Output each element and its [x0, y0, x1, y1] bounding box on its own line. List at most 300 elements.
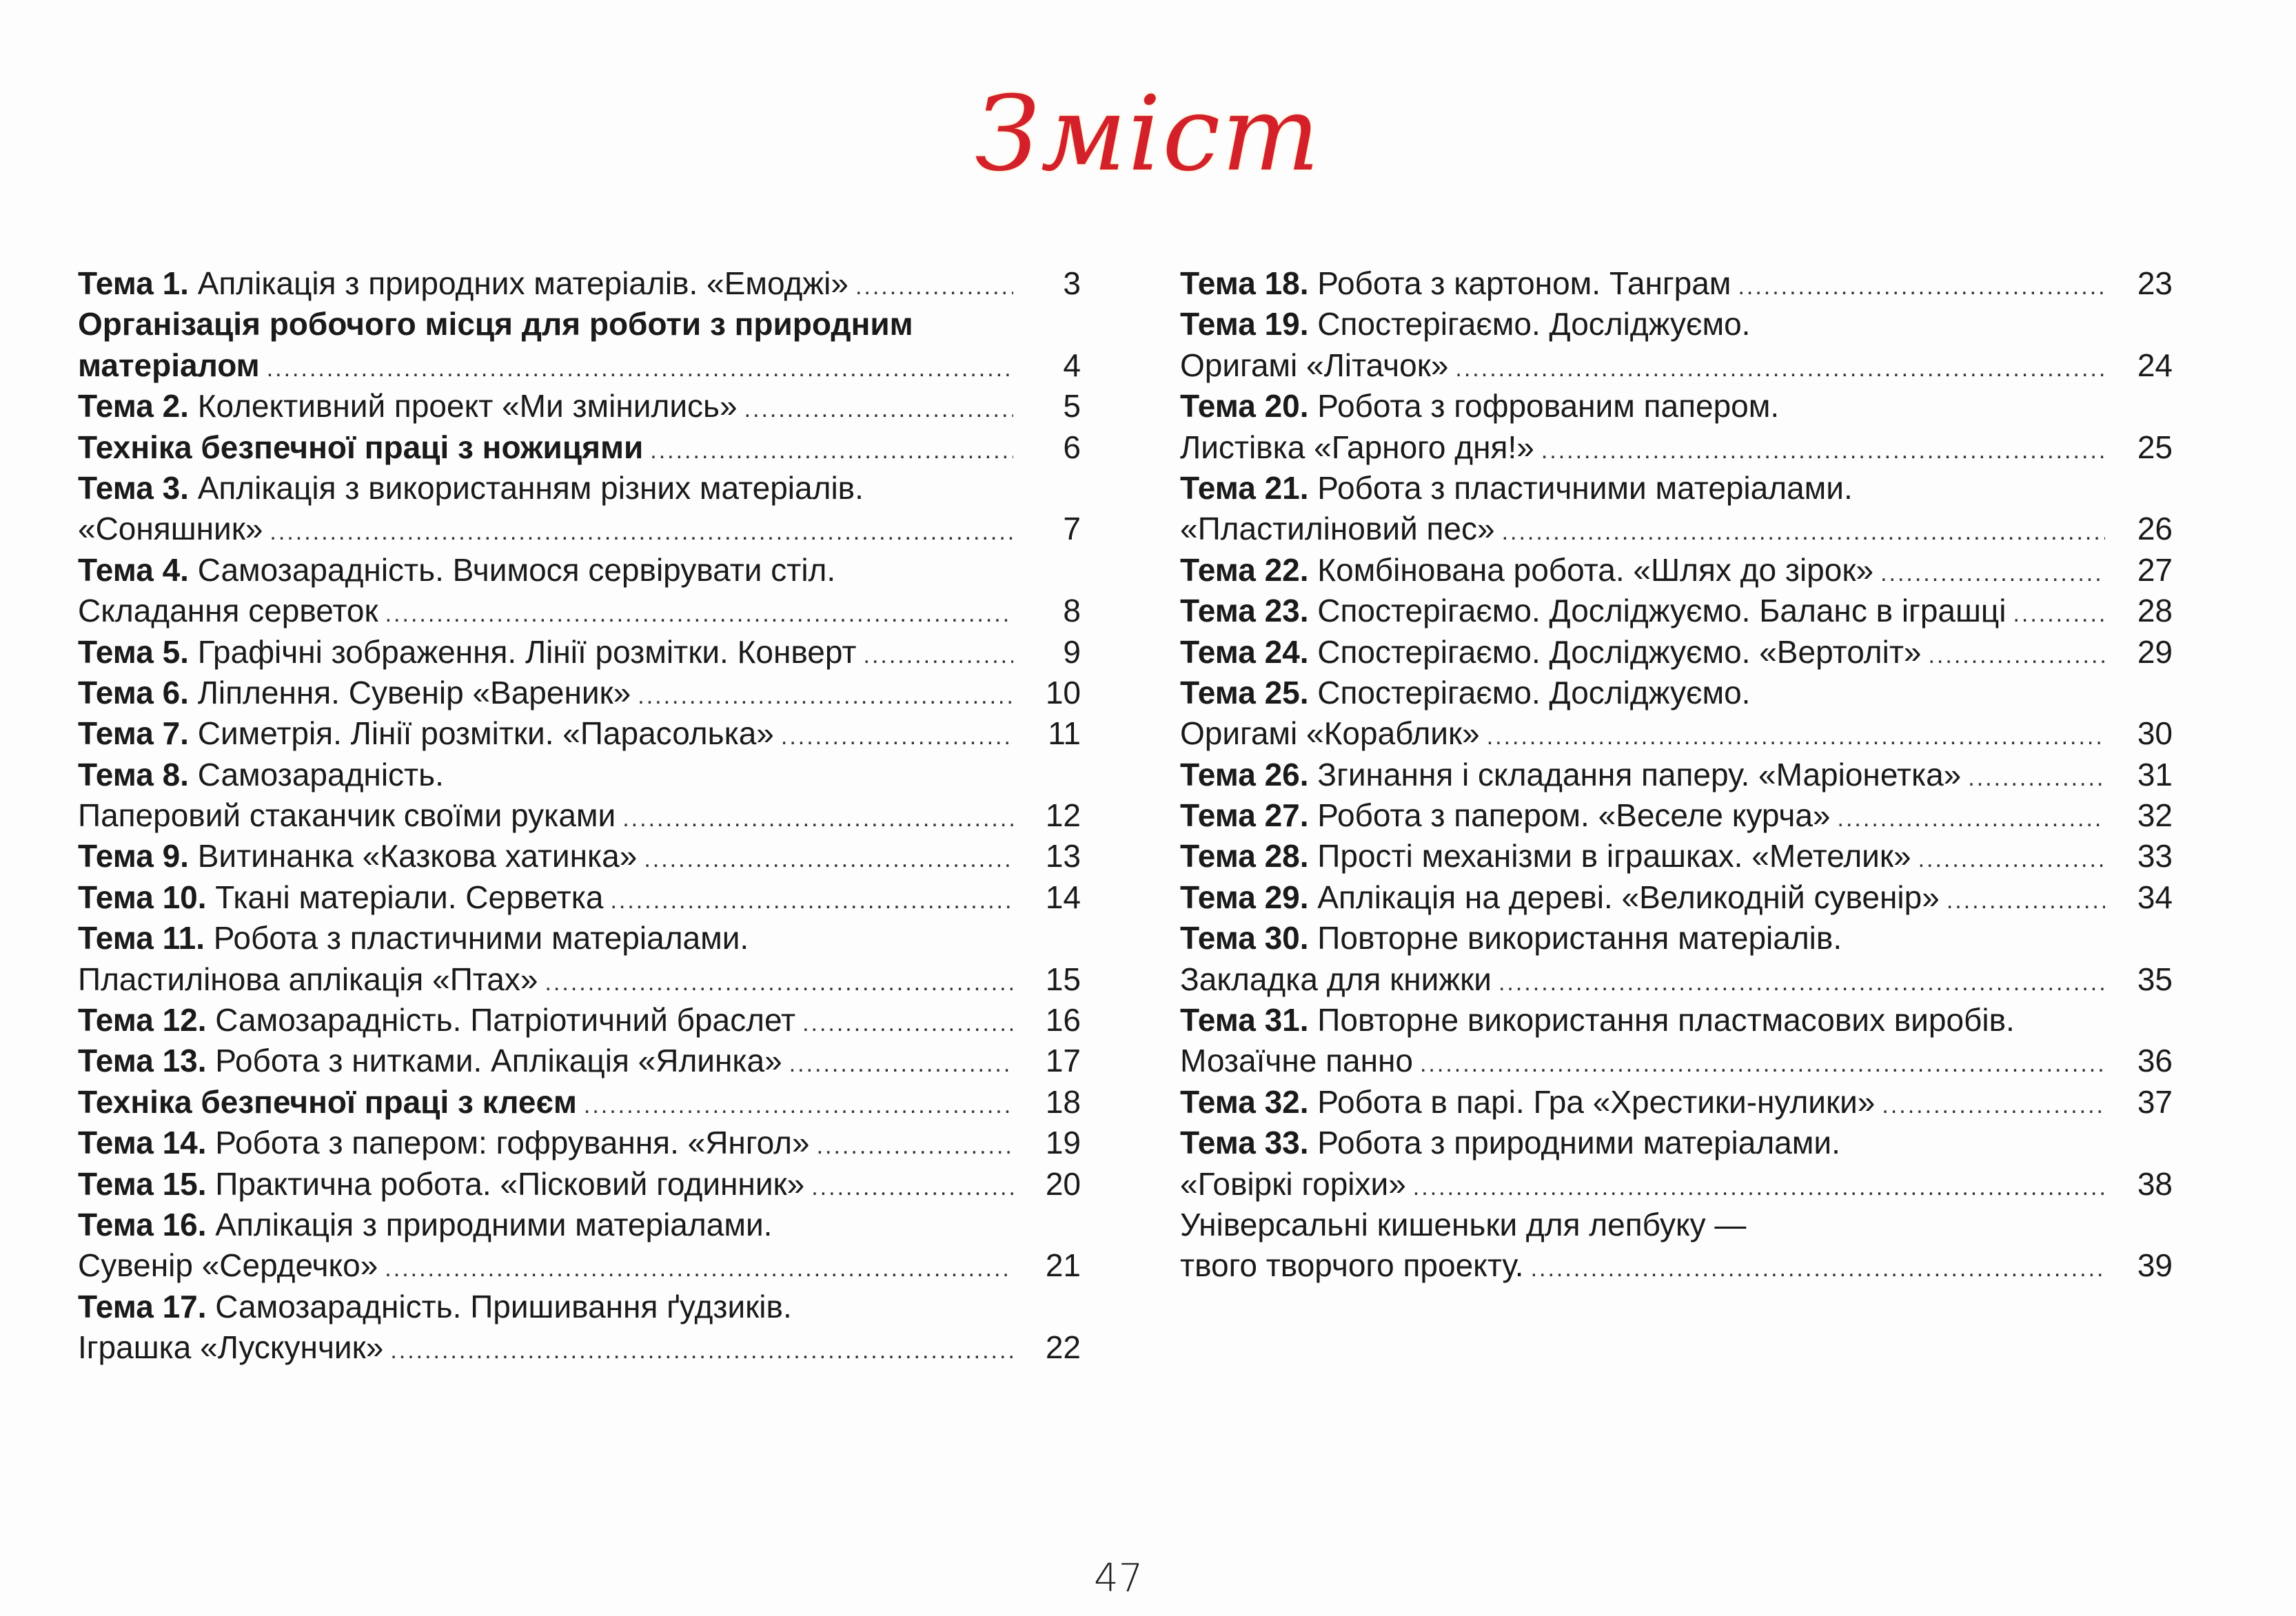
- toc-entry-text: Спостерігаємо. Досліджуємо. Баланс в іграшці: [1308, 593, 2007, 629]
- toc-line: [78, 1123, 1081, 1163]
- toc-entry-title: [78, 468, 864, 509]
- toc-entry-text: Аплікація з використанням різних матеріалів.: [188, 469, 864, 506]
- toc-page-number[interactable]: 36: [2137, 1043, 2173, 1079]
- toc-entry-label: Тема 27.: [1180, 797, 1309, 834]
- toc-entry-title: [78, 1287, 792, 1327]
- toc-entry-title: [78, 1327, 383, 1368]
- toc-entry-label: Тема 13.: [78, 1043, 207, 1079]
- toc-entry-label: Тема 23.: [1180, 593, 1309, 629]
- dot-leader: [864, 635, 1014, 676]
- toc-line: [1180, 1164, 2173, 1205]
- toc-line: [78, 755, 1081, 795]
- toc-entry-title: [1180, 304, 1750, 345]
- toc-page-number[interactable]: 20: [1045, 1165, 1081, 1202]
- toc-entry-title: [78, 877, 603, 918]
- dot-leader: [385, 594, 1013, 635]
- toc-entry-title: [78, 632, 857, 673]
- toc-line: [78, 836, 1081, 877]
- dot-leader: [1918, 839, 2105, 880]
- toc-entry-text: Самозарадність. Пришивання ґудзиків.: [206, 1288, 792, 1324]
- toc-line: [78, 632, 1081, 673]
- toc-page-number[interactable]: 24: [2137, 347, 2173, 383]
- toc-line: [78, 1041, 1081, 1081]
- toc-page-number[interactable]: 9: [1063, 633, 1081, 670]
- toc-page-number[interactable]: 21: [1045, 1247, 1081, 1284]
- toc-entry-title: [1180, 468, 1853, 509]
- dot-leader: [1499, 963, 2105, 1003]
- toc-entry[interactable]: [1180, 468, 2173, 550]
- toc-entry-text: Спостерігаємо. Досліджуємо. «Вертоліт»: [1308, 633, 1922, 670]
- dot-leader: [802, 1003, 1013, 1044]
- toc-line: [1180, 673, 2173, 713]
- toc-entry-text: Симетрія. Лінії розмітки. «Парасолька»: [188, 715, 774, 752]
- toc-entry[interactable]: [78, 1123, 1081, 1163]
- page-title: Зміст: [975, 74, 1321, 194]
- dot-leader: [1531, 1249, 2105, 1289]
- toc-page-number[interactable]: 14: [1045, 879, 1081, 915]
- toc-entry-title: [1180, 1123, 1840, 1163]
- toc-entry-title: [1180, 1245, 1524, 1286]
- dot-leader: [1738, 267, 2105, 307]
- toc-entry-text: Практична робота. «Пісковий годинник»: [206, 1165, 805, 1202]
- toc-entry-label: Тема 31.: [1180, 1002, 1309, 1039]
- toc-page-number[interactable]: 17: [1045, 1043, 1081, 1079]
- toc-line: [78, 713, 1081, 754]
- toc-line: [1180, 550, 2173, 591]
- toc-entry-text: Аплікація з природних матеріалів. «Емоджі»: [188, 265, 849, 301]
- toc-line: [78, 1205, 1081, 1245]
- toc-page-number[interactable]: 30: [2137, 715, 2173, 752]
- toc-entry-title: [78, 550, 835, 591]
- toc-entry-label: Тема 15.: [78, 1165, 207, 1202]
- toc-entry-text: «Говіркі горіхи»: [1180, 1165, 1406, 1202]
- dot-leader: [1882, 1085, 2105, 1126]
- toc-line: [1180, 836, 2173, 877]
- toc-entry-text: Повторне використання матеріалів.: [1308, 920, 1842, 957]
- dot-leader: [2013, 594, 2105, 635]
- toc-entry-title: [1180, 755, 1961, 795]
- toc-page-number[interactable]: 35: [2137, 961, 2173, 997]
- toc-entry-text: твого творчого проекту.: [1180, 1247, 1524, 1284]
- toc-entry-text: «Соняшник»: [78, 511, 263, 547]
- toc-line: [1180, 1205, 2173, 1245]
- toc-entry-title: [78, 918, 749, 959]
- toc-entry[interactable]: [78, 632, 1081, 673]
- toc-entry-text: Робота з папером. «Веселе курча»: [1308, 797, 1831, 834]
- dot-leader: [610, 881, 1013, 921]
- toc-line: [1180, 795, 2173, 836]
- toc-entry-text: Повторне використання пластмасових виробів.: [1308, 1002, 2015, 1039]
- toc-entry-label: матеріалом: [78, 347, 260, 383]
- dot-leader: [1502, 512, 2105, 553]
- toc-entry-title: [78, 959, 538, 1000]
- toc-entry[interactable]: [1180, 877, 2173, 918]
- dot-leader: [622, 799, 1013, 839]
- toc-entry-label: Тема 19.: [1180, 306, 1309, 342]
- dot-leader: [811, 1167, 1013, 1208]
- toc-line: [1180, 713, 2173, 754]
- toc-entry-title: [1180, 509, 1495, 549]
- toc-entry[interactable]: [78, 468, 1081, 550]
- toc-page-number[interactable]: 34: [2137, 879, 2173, 915]
- toc-entry-label: Техніка безпечної праці з клеєм: [78, 1083, 577, 1120]
- toc-entry-text: Ліплення. Сувенір «Вареник»: [188, 674, 631, 710]
- toc-line: [78, 509, 1081, 549]
- toc-entry-title: [78, 713, 774, 754]
- toc-line: [1180, 755, 2173, 795]
- dot-leader: [584, 1085, 1013, 1126]
- toc-right-column: [1180, 263, 2173, 1287]
- toc-entry[interactable]: [78, 836, 1081, 877]
- toc-entry-title: [1180, 959, 1492, 1000]
- toc-line: [1180, 1245, 2173, 1286]
- toc-page-number[interactable]: 6: [1063, 429, 1081, 465]
- toc-entry-text: Листівка «Гарного дня!»: [1180, 429, 1534, 465]
- toc-line: [1180, 304, 2173, 345]
- toc-entry-title: [78, 836, 637, 877]
- toc-line: [1180, 959, 2173, 1000]
- dot-leader: [817, 1126, 1013, 1167]
- toc-entry-label: Тема 24.: [1180, 633, 1309, 670]
- toc-line: [78, 1000, 1081, 1041]
- toc-entry-title: [78, 755, 444, 795]
- toc-entry-text: Комбінована робота. «Шлях до зірок»: [1308, 551, 1874, 588]
- toc-entry-title: [1180, 591, 2006, 631]
- toc-entry[interactable]: [1180, 1205, 2173, 1287]
- toc-line: [1180, 345, 2173, 386]
- toc-line: [1180, 427, 2173, 468]
- toc-entry-title: [1180, 1082, 1875, 1123]
- dot-leader: [1413, 1167, 2105, 1208]
- toc-entry-label: Тема 10.: [78, 879, 207, 915]
- toc-entry[interactable]: [78, 1082, 1081, 1123]
- dot-leader: [1487, 717, 2105, 757]
- toc-entry-text: Складання серветок: [78, 593, 378, 629]
- toc-entry-label: Тема 8.: [78, 756, 189, 792]
- toc-entry-title: [78, 509, 263, 549]
- dot-leader: [390, 1331, 1013, 1371]
- toc-line: [78, 468, 1081, 509]
- toc-line: [78, 263, 1081, 304]
- dot-leader: [650, 431, 1013, 471]
- toc-entry-title: [78, 427, 643, 468]
- toc-page-number[interactable]: 18: [1045, 1083, 1081, 1120]
- toc-entry-label: Тема 29.: [1180, 879, 1309, 915]
- toc-entry-text: Пластилінова аплікація «Птах»: [78, 961, 538, 997]
- toc-line: [1180, 918, 2173, 959]
- toc-page-number[interactable]: 29: [2137, 633, 2173, 670]
- toc-entry-label: Тема 21.: [1180, 469, 1309, 506]
- toc-page-number[interactable]: 23: [2137, 265, 2173, 301]
- toc-entry-label: Тема 32.: [1180, 1083, 1309, 1120]
- toc-entry-title: [1180, 673, 1750, 713]
- toc-entry-text: Робота з нитками. Аплікація «Ялинка»: [206, 1043, 782, 1079]
- toc-entry-text: Робота в парі. Гра «Хрестики-нулики»: [1308, 1083, 1876, 1120]
- toc-entry-text: Самозарадність. Патріотичний браслет: [206, 1002, 796, 1039]
- toc-line: [78, 1082, 1081, 1123]
- toc-entry[interactable]: [78, 673, 1081, 713]
- toc-entry[interactable]: [78, 877, 1081, 918]
- toc-entry-title: [78, 1205, 772, 1245]
- toc-page-number[interactable]: 19: [1045, 1125, 1081, 1161]
- toc-entry-label: Тема 16.: [78, 1206, 207, 1242]
- toc-entry-title: [1180, 427, 1534, 468]
- toc-page-number[interactable]: 5: [1063, 388, 1081, 425]
- toc-entry-label: Тема 7.: [78, 715, 189, 752]
- toc-entry[interactable]: [1180, 1123, 2173, 1205]
- toc-entry-title: [78, 591, 378, 631]
- toc-entry-text: Робота з природними матеріалами.: [1308, 1125, 1840, 1161]
- toc-entry-text: Прості механізми в іграшках. «Метелик»: [1308, 838, 1911, 875]
- toc-page-number[interactable]: 13: [1045, 838, 1081, 875]
- toc-line: [1180, 1000, 2173, 1041]
- toc-entry[interactable]: [1180, 386, 2173, 468]
- toc-entry-label: Тема 3.: [78, 469, 189, 506]
- toc-entry-title: [78, 1123, 810, 1163]
- toc-entry-text: Згинання і складання паперу. «Маріонетка»: [1308, 756, 1962, 792]
- toc-entry-label: Тема 33.: [1180, 1125, 1309, 1161]
- toc-entry[interactable]: [1180, 1082, 2173, 1123]
- toc-entry-title: [1180, 918, 1842, 959]
- dot-leader: [1947, 881, 2105, 921]
- toc-line: [78, 386, 1081, 427]
- toc-page-number[interactable]: 7: [1063, 511, 1081, 547]
- toc-line: [78, 1164, 1081, 1205]
- toc-entry[interactable]: [1180, 918, 2173, 1000]
- toc-entry-text: Сувенір «Сердечко»: [78, 1247, 378, 1284]
- toc-entry-title: [78, 1245, 378, 1286]
- toc-entry-text: Аплікація з природними матеріалами.: [206, 1206, 773, 1242]
- dot-leader: [855, 267, 1013, 307]
- toc-page-number[interactable]: 12: [1045, 797, 1081, 834]
- toc-entry-label: Тема 25.: [1180, 674, 1309, 710]
- toc-entry[interactable]: [78, 755, 1081, 837]
- toc-entry[interactable]: [1180, 795, 2173, 836]
- toc-entry-title: [1180, 713, 1480, 754]
- toc-entry[interactable]: [1180, 263, 2173, 304]
- dot-leader: [270, 512, 1013, 553]
- toc-entry-text: Витинанка «Казкова хатинка»: [188, 838, 638, 875]
- toc-page-number[interactable]: 16: [1045, 1002, 1081, 1039]
- toc-entry-text: Спостерігаємо. Досліджуємо.: [1308, 674, 1751, 710]
- toc-line: [78, 918, 1081, 959]
- toc-entry-text: Робота з папером: гофрування. «Янгол»: [206, 1125, 810, 1161]
- toc-entry-text: Іграшка «Лускунчик»: [78, 1329, 384, 1366]
- dot-leader: [1420, 1044, 2105, 1085]
- toc-entry-label: Тема 9.: [78, 838, 189, 875]
- toc-entry-text: Оригамі «Кораблик»: [1180, 715, 1480, 752]
- dot-leader: [744, 389, 1013, 430]
- toc-page-number[interactable]: 28: [2137, 593, 2173, 629]
- toc-entry-title: [1180, 632, 1921, 673]
- page-number: 47: [1094, 1556, 1144, 1601]
- toc-entry-text: «Пластиліновий пес»: [1180, 511, 1495, 547]
- toc-page-number[interactable]: 26: [2137, 511, 2173, 547]
- toc-entry[interactable]: [78, 386, 1081, 427]
- toc-line: [78, 427, 1081, 468]
- toc-entry-label: Тема 28.: [1180, 838, 1309, 875]
- toc-entry-text: Самозарадність.: [188, 756, 444, 792]
- toc-entry-label: Організація робочого місця для роботи з природним: [78, 306, 913, 342]
- toc-entry-label: Тема 4.: [78, 551, 189, 588]
- toc-entry-label: Тема 2.: [78, 388, 189, 425]
- toc-line: [78, 795, 1081, 836]
- toc-entry[interactable]: [1180, 632, 2173, 673]
- toc-entry-text: Універсальні кишеньки для лепбуку —: [1180, 1206, 1747, 1242]
- toc-entry-title: [78, 1000, 795, 1041]
- toc-entry-title: [1180, 836, 1911, 877]
- toc-entry-label: Тема 14.: [78, 1125, 207, 1161]
- toc-entry-title: [1180, 877, 1940, 918]
- toc-left-column: [78, 263, 1081, 1369]
- toc-entry-text: Робота з гофрованим папером.: [1308, 388, 1780, 425]
- toc-entry-title: [1180, 1000, 2015, 1041]
- toc-page-number[interactable]: 37: [2137, 1083, 2173, 1120]
- toc-line: [78, 304, 1081, 345]
- toc-line: [1180, 591, 2173, 631]
- toc-page-number[interactable]: 15: [1045, 961, 1081, 997]
- toc-page-number[interactable]: 10: [1045, 674, 1081, 710]
- toc-entry-text: Ткані матеріали. Серветка: [206, 879, 604, 915]
- toc-line: [78, 591, 1081, 631]
- dot-leader: [1968, 758, 2105, 799]
- toc-line: [1180, 1041, 2173, 1081]
- toc-entry-title: [78, 263, 849, 304]
- toc-entry[interactable]: [1180, 836, 2173, 877]
- toc-line: [78, 345, 1081, 386]
- dot-leader: [644, 839, 1013, 880]
- toc-entry-title: [78, 673, 631, 713]
- dot-leader: [1880, 553, 2105, 594]
- dot-leader: [267, 349, 1013, 389]
- dot-leader: [638, 676, 1013, 717]
- toc-page-number[interactable]: 11: [1048, 715, 1081, 752]
- toc-entry-text: Самозарадність. Вчимося сервірувати стіл.: [188, 551, 836, 588]
- toc-entry-title: [78, 345, 260, 386]
- toc-entry[interactable]: [78, 1000, 1081, 1041]
- toc-entry-text: Мозаїчне панно: [1180, 1043, 1413, 1079]
- toc-page-number[interactable]: 27: [2137, 551, 2173, 588]
- toc-entry-title: [78, 1041, 782, 1081]
- toc-page-number[interactable]: 32: [2137, 797, 2173, 834]
- toc-entry-label: Техніка безпечної праці з ножицями: [78, 429, 644, 465]
- dot-leader: [1838, 799, 2105, 839]
- toc-line: [78, 1287, 1081, 1327]
- toc-entry-label: Тема 20.: [1180, 388, 1309, 425]
- toc-entry[interactable]: [1180, 1000, 2173, 1082]
- toc-entry-title: [78, 1082, 577, 1123]
- toc-entry-text: Аплікація на дереві. «Великодній сувенір»: [1308, 879, 1940, 915]
- toc-line: [78, 959, 1081, 1000]
- toc-entry-text: Колективний проект «Ми змінились»: [188, 388, 738, 425]
- toc-page-number[interactable]: 31: [2137, 756, 2173, 792]
- dot-leader: [781, 717, 1013, 757]
- toc-entry-label: Тема 26.: [1180, 756, 1309, 792]
- toc-entry[interactable]: [78, 550, 1081, 632]
- toc-entry-label: Тема 30.: [1180, 920, 1309, 957]
- toc-entry[interactable]: [1180, 755, 2173, 795]
- toc-entry-label: Тема 22.: [1180, 551, 1309, 588]
- toc-entry-label: Тема 1.: [78, 265, 189, 301]
- dot-leader: [545, 963, 1013, 1003]
- dot-leader: [385, 1249, 1013, 1289]
- toc-page-number[interactable]: 39: [2137, 1247, 2173, 1284]
- toc-entry-text: Спостерігаємо. Досліджуємо.: [1308, 306, 1751, 342]
- toc-entry[interactable]: [78, 713, 1081, 754]
- toc-entry[interactable]: [1180, 550, 2173, 591]
- toc-line: [1180, 632, 2173, 673]
- toc-entry[interactable]: [1180, 591, 2173, 631]
- toc-line: [78, 673, 1081, 713]
- toc-entry[interactable]: [78, 1205, 1081, 1287]
- toc-entry[interactable]: [78, 1287, 1081, 1369]
- toc-page-number[interactable]: 38: [2137, 1165, 2173, 1202]
- toc-entry[interactable]: [1180, 304, 2173, 386]
- toc-line: [1180, 1082, 2173, 1123]
- toc-entry-title: [78, 795, 616, 836]
- toc-line: [78, 1327, 1081, 1368]
- toc-line: [1180, 468, 2173, 509]
- toc-page-number[interactable]: 22: [1045, 1329, 1081, 1366]
- toc-entry-title: [1180, 386, 1779, 427]
- toc-entry-text: Графічні зображення. Лінії розмітки. Конверт: [188, 633, 857, 670]
- toc-entry[interactable]: [78, 1164, 1081, 1205]
- toc-entry-title: [1180, 1164, 1406, 1205]
- toc-entry[interactable]: [78, 1041, 1081, 1081]
- toc-entry-label: Тема 18.: [1180, 265, 1309, 301]
- toc-page-number[interactable]: 4: [1063, 347, 1081, 383]
- toc-entry[interactable]: [78, 304, 1081, 386]
- toc-entry-text: Робота з пластичними матеріалами.: [204, 920, 749, 957]
- toc-page-number[interactable]: 8: [1063, 593, 1081, 629]
- toc-entry-text: Робота з картоном. Танграм: [1308, 265, 1731, 301]
- toc-page-number[interactable]: 25: [2137, 429, 2173, 465]
- toc-entry[interactable]: [78, 427, 1081, 468]
- toc-entry-title: [78, 386, 738, 427]
- toc-entry-title: [1180, 795, 1831, 836]
- toc-entry-title: [1180, 550, 1873, 591]
- toc-entry-text: Оригамі «Літачок»: [1180, 347, 1449, 383]
- toc-page-number[interactable]: 3: [1063, 265, 1081, 301]
- toc-entry-title: [78, 304, 913, 345]
- toc-entry[interactable]: [78, 263, 1081, 304]
- toc-line: [78, 550, 1081, 591]
- toc-entry-title: [1180, 263, 1731, 304]
- dot-leader: [1541, 431, 2105, 471]
- toc-entry[interactable]: [1180, 673, 2173, 755]
- toc-line: [1180, 263, 2173, 304]
- dot-leader: [1928, 635, 2105, 676]
- toc-entry-title: [1180, 1041, 1413, 1081]
- toc-entry-label: Тема 11.: [78, 920, 205, 957]
- toc-entry-text: Робота з пластичними матеріалами.: [1308, 469, 1853, 506]
- toc-line: [78, 877, 1081, 918]
- dot-leader: [1455, 349, 2105, 389]
- toc-line: [1180, 877, 2173, 918]
- toc-line: [1180, 509, 2173, 549]
- toc-page-number[interactable]: 33: [2137, 838, 2173, 875]
- dot-leader: [789, 1044, 1013, 1085]
- toc-entry-label: Тема 17.: [78, 1288, 207, 1324]
- toc-entry-title: [1180, 1205, 1746, 1245]
- toc-entry-title: [78, 1164, 804, 1205]
- toc-line: [1180, 386, 2173, 427]
- toc-line: [78, 1245, 1081, 1286]
- toc-entry[interactable]: [78, 918, 1081, 1000]
- toc-line: [1180, 1123, 2173, 1163]
- toc-entry-label: Тема 5.: [78, 633, 189, 670]
- toc-entry-title: [1180, 345, 1448, 386]
